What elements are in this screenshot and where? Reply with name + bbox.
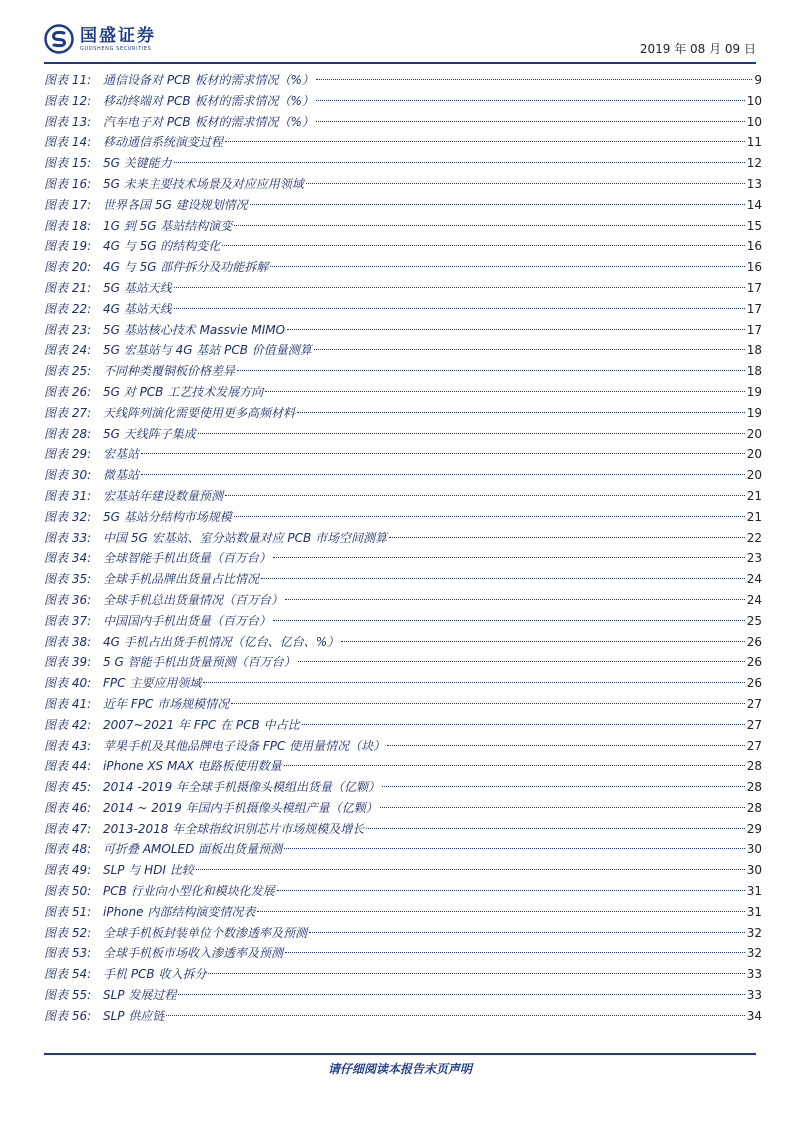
toc-leader-dots bbox=[387, 744, 745, 746]
toc-entry-page: 26 bbox=[746, 676, 762, 691]
toc-entry-page: 11 bbox=[746, 135, 762, 150]
toc-entry-label: 图表 30: bbox=[44, 468, 92, 483]
toc-entry-label: 图表 14: bbox=[44, 135, 92, 150]
toc-entry[interactable] bbox=[44, 361, 762, 382]
toc-entry-label: 图表 38: bbox=[44, 634, 92, 649]
toc-entry-label: 图表 18: bbox=[44, 218, 92, 233]
toc-entry[interactable] bbox=[44, 611, 762, 632]
toc-entry-label: 图表 52: bbox=[44, 925, 92, 940]
toc-entry[interactable] bbox=[44, 153, 762, 174]
footer-divider bbox=[44, 1053, 756, 1055]
toc-entry-title: 宏基站年建设数量预测 bbox=[103, 488, 224, 503]
toc-entry-page: 12 bbox=[746, 156, 762, 171]
toc-entry-page: 30 bbox=[746, 842, 762, 857]
toc-entry-title: 全球智能手机出货量（百万台） bbox=[103, 551, 272, 566]
toc-leader-dots bbox=[141, 473, 745, 475]
toc-entry-label: 图表 40: bbox=[44, 676, 92, 691]
toc-entry[interactable] bbox=[44, 257, 762, 278]
toc-entry[interactable] bbox=[44, 694, 762, 715]
toc-leader-dots bbox=[389, 536, 745, 538]
toc-entry-title: SLP 与 HDI 比较 bbox=[103, 863, 194, 878]
toc-entry-page: 31 bbox=[746, 884, 762, 899]
toc-entry[interactable] bbox=[44, 1006, 762, 1027]
toc-entry-label: 图表 50: bbox=[44, 884, 92, 899]
toc-leader-dots bbox=[285, 598, 745, 600]
toc-entry-title: PCB 行业向小型化和模块化发展 bbox=[103, 884, 275, 899]
toc-entry-title: 5 G 智能手机出货量预测（百万台） bbox=[103, 655, 296, 670]
toc-entry[interactable] bbox=[44, 715, 762, 736]
toc-entry-page: 27 bbox=[746, 717, 762, 732]
toc-entry[interactable] bbox=[44, 507, 762, 528]
toc-entry[interactable] bbox=[44, 902, 762, 923]
toc-entry-label: 图表 37: bbox=[44, 613, 92, 628]
toc-entry-label: 图表 33: bbox=[44, 530, 92, 545]
toc-entry-page: 26 bbox=[746, 655, 762, 670]
toc-entry-label: 图表 17: bbox=[44, 197, 92, 212]
toc-leader-dots bbox=[298, 660, 745, 662]
toc-leader-dots bbox=[309, 931, 745, 933]
toc-leader-dots bbox=[287, 328, 745, 330]
toc-entry[interactable] bbox=[44, 70, 762, 91]
toc-entry-label: 图表 15: bbox=[44, 156, 92, 171]
footer-disclaimer: 请仔细阅读本报告末页声明 bbox=[327, 1062, 472, 1076]
toc-entry-title: SLP 供应链 bbox=[103, 1008, 165, 1023]
toc-entry-title: 手机 PCB 收入拆分 bbox=[103, 967, 207, 982]
toc-entry-page: 19 bbox=[746, 384, 762, 399]
toc-entry-title: 5G 关键能力 bbox=[103, 156, 172, 171]
toc-entry-title: 不同种类覆铜板价格差异 bbox=[103, 364, 236, 379]
toc-entry-page: 10 bbox=[746, 93, 762, 108]
toc-leader-dots bbox=[231, 702, 745, 704]
toc-entry-label: 图表 39: bbox=[44, 655, 92, 670]
toc-entry-page: 28 bbox=[746, 800, 762, 815]
toc-entry-label: 图表 29: bbox=[44, 447, 92, 462]
toc-entry-title: 移动通信系统演变过程 bbox=[103, 135, 224, 150]
toc-leader-dots bbox=[174, 161, 745, 163]
toc-entry[interactable] bbox=[44, 652, 762, 673]
toc-entry-title: 近年 FPC 市场规模情况 bbox=[103, 696, 230, 711]
toc-entry[interactable] bbox=[44, 798, 762, 819]
toc-leader-dots bbox=[285, 951, 745, 953]
toc-entry-label: 图表 41: bbox=[44, 696, 92, 711]
toc-entry[interactable] bbox=[44, 403, 762, 424]
toc-entry-label: 图表 55: bbox=[44, 988, 92, 1003]
toc-entry-label: 图表 23: bbox=[44, 322, 92, 337]
toc-entry-page: 15 bbox=[746, 218, 762, 233]
toc-entry-page: 24 bbox=[746, 572, 762, 587]
toc-entry-title: 世界各国 5G 建设规划情况 bbox=[103, 197, 248, 212]
toc-entry-title: 中国国内手机出货量（百万台） bbox=[103, 613, 272, 628]
toc-leader-dots bbox=[225, 140, 745, 142]
toc-entry[interactable] bbox=[44, 112, 762, 133]
toc-entry-label: 图表 56: bbox=[44, 1008, 92, 1023]
toc-entry[interactable] bbox=[44, 736, 762, 757]
toc-entry[interactable] bbox=[44, 340, 762, 361]
toc-entry-label: 图表 49: bbox=[44, 863, 92, 878]
toc-entry[interactable] bbox=[44, 777, 762, 798]
toc-entry-title: 微基站 bbox=[103, 468, 140, 483]
toc-leader-dots bbox=[257, 910, 744, 912]
toc-entry-label: 图表 27: bbox=[44, 405, 92, 420]
toc-leader-dots bbox=[166, 1014, 744, 1016]
toc-entry-label: 图表 16: bbox=[44, 176, 92, 191]
toc-entry-page: 34 bbox=[746, 1008, 762, 1023]
figure-list bbox=[44, 70, 762, 1027]
toc-entry[interactable] bbox=[44, 424, 762, 445]
toc-leader-dots bbox=[225, 494, 745, 496]
guosheng-logo-icon bbox=[44, 24, 74, 54]
toc-entry-title: 4G 基站天线 bbox=[103, 301, 172, 316]
toc-leader-dots bbox=[178, 993, 744, 995]
toc-entry[interactable] bbox=[44, 923, 762, 944]
toc-entry-title: 全球手机板封装单位个数渗透率及预测 bbox=[103, 925, 308, 940]
toc-leader-dots bbox=[297, 411, 745, 413]
toc-entry-title: 苹果手机及其他品牌电子设备 FPC 使用量情况（块） bbox=[103, 738, 386, 753]
toc-leader-dots bbox=[208, 972, 744, 974]
toc-entry-label: 图表 32: bbox=[44, 509, 92, 524]
toc-entry-page: 17 bbox=[746, 301, 762, 316]
toc-entry[interactable] bbox=[44, 819, 762, 840]
toc-entry-page: 20 bbox=[746, 447, 762, 462]
toc-entry-title: 2013-2018 年全球指纹识别芯片市场规模及增长 bbox=[103, 821, 365, 836]
toc-entry-page: 29 bbox=[746, 821, 762, 836]
toc-entry[interactable] bbox=[44, 881, 762, 902]
toc-entry-title: 4G 与 5G 的结构变化 bbox=[103, 239, 221, 254]
toc-leader-dots bbox=[234, 515, 745, 517]
toc-entry-title: 2014 ~ 2019 年国内手机摄像头模组产量（亿颗） bbox=[103, 800, 378, 815]
toc-entry-page: 9 bbox=[754, 73, 762, 87]
toc-entry-page: 13 bbox=[746, 176, 762, 191]
toc-leader-dots bbox=[316, 78, 752, 80]
toc-entry-title: 全球手机板市场收入渗透率及预测 bbox=[103, 946, 284, 961]
toc-entry-label: 图表 44: bbox=[44, 759, 92, 774]
toc-entry-label: 图表 47: bbox=[44, 821, 92, 836]
toc-entry-label: 图表 11: bbox=[44, 73, 92, 87]
toc-leader-dots bbox=[316, 120, 745, 122]
toc-entry-label: 图表 36: bbox=[44, 592, 92, 607]
toc-entry-page: 33 bbox=[746, 988, 762, 1003]
toc-entry-title: FPC 主要应用领域 bbox=[103, 676, 202, 691]
toc-leader-dots bbox=[198, 432, 745, 434]
toc-entry-page: 18 bbox=[746, 343, 762, 358]
toc-leader-dots bbox=[234, 224, 744, 226]
toc-entry-page: 19 bbox=[746, 405, 762, 420]
toc-entry[interactable] bbox=[44, 132, 762, 153]
toc-entry-title: 汽车电子对 PCB 板材的需求情况（%） bbox=[103, 114, 314, 129]
toc-entry-title: 5G 天线阵子集成 bbox=[103, 426, 196, 441]
toc-entry[interactable] bbox=[44, 943, 762, 964]
toc-leader-dots bbox=[277, 889, 745, 891]
toc-entry-page: 28 bbox=[746, 780, 762, 795]
toc-entry[interactable] bbox=[44, 964, 762, 985]
toc-leader-dots bbox=[174, 286, 745, 288]
toc-entry[interactable] bbox=[44, 756, 762, 777]
toc-entry-label: 图表 46: bbox=[44, 800, 92, 815]
toc-entry-title: 5G 基站分结构市场规模 bbox=[103, 509, 232, 524]
toc-entry-title: 可折叠 AMOLED 面板出货量预测 bbox=[103, 842, 283, 857]
toc-entry[interactable] bbox=[44, 860, 762, 881]
toc-entry-page: 18 bbox=[746, 364, 762, 379]
toc-entry-title: SLP 发展过程 bbox=[103, 988, 177, 1003]
toc-entry-title: 1G 到 5G 基站结构演变 bbox=[103, 218, 233, 233]
toc-entry-title: 宏基站 bbox=[103, 447, 140, 462]
toc-entry[interactable] bbox=[44, 528, 762, 549]
toc-entry-page: 24 bbox=[746, 592, 762, 607]
toc-entry-page: 16 bbox=[746, 260, 762, 275]
toc-entry-page: 21 bbox=[746, 509, 762, 524]
toc-entry[interactable] bbox=[44, 299, 762, 320]
toc-entry-title: iPhone XS MAX 电路板使用数量 bbox=[103, 759, 282, 774]
toc-entry-page: 20 bbox=[746, 468, 762, 483]
toc-entry-page: 10 bbox=[746, 114, 762, 129]
toc-entry-page: 25 bbox=[746, 613, 762, 628]
toc-entry[interactable] bbox=[44, 985, 762, 1006]
toc-entry[interactable] bbox=[44, 569, 762, 590]
toc-entry-title: 2007~2021 年 FPC 在 PCB 中占比 bbox=[103, 717, 300, 732]
toc-entry-label: 图表 31: bbox=[44, 488, 92, 503]
toc-entry-title: 5G 宏基站与 4G 基站 PCB 价值量测算 bbox=[103, 343, 312, 358]
toc-leader-dots bbox=[273, 556, 745, 558]
toc-entry-label: 图表 54: bbox=[44, 967, 92, 982]
toc-entry-label: 图表 20: bbox=[44, 260, 92, 275]
toc-entry-title: 全球手机总出货量情况（百万台） bbox=[103, 592, 284, 607]
toc-entry-page: 31 bbox=[746, 904, 762, 919]
toc-leader-dots bbox=[306, 182, 745, 184]
toc-leader-dots bbox=[141, 452, 745, 454]
toc-entry-page: 23 bbox=[746, 551, 762, 566]
toc-entry-title: 4G 与 5G 部件拆分及功能拆解 bbox=[103, 260, 269, 275]
toc-entry-title: 5G 对 PCB 工艺技术发展方向 bbox=[103, 384, 264, 399]
toc-entry-label: 图表 51: bbox=[44, 904, 92, 919]
report-date: 2019 年 08 月 09 日 bbox=[639, 42, 756, 56]
toc-entry-label: 图表 35: bbox=[44, 572, 92, 587]
toc-entry[interactable] bbox=[44, 320, 762, 341]
toc-leader-dots bbox=[380, 806, 745, 808]
toc-entry-page: 14 bbox=[746, 197, 762, 212]
toc-entry[interactable] bbox=[44, 216, 762, 237]
toc-entry-label: 图表 43: bbox=[44, 738, 92, 753]
toc-entry-page: 27 bbox=[746, 696, 762, 711]
toc-entry-label: 图表 53: bbox=[44, 946, 92, 961]
toc-entry[interactable] bbox=[44, 444, 762, 465]
toc-entry-label: 图表 42: bbox=[44, 717, 92, 732]
toc-leader-dots bbox=[174, 307, 745, 309]
toc-leader-dots bbox=[284, 847, 745, 849]
toc-entry-title: 移动终端对 PCB 板材的需求情况（%） bbox=[103, 93, 314, 108]
toc-entry-title: 天线阵列演化需要使用更多高频材料 bbox=[103, 405, 296, 420]
toc-entry-page: 21 bbox=[746, 488, 762, 503]
header-divider bbox=[44, 62, 756, 64]
toc-leader-dots bbox=[261, 577, 745, 579]
toc-entry[interactable] bbox=[44, 465, 762, 486]
toc-leader-dots bbox=[341, 640, 745, 642]
toc-leader-dots bbox=[302, 723, 745, 725]
toc-entry-page: 20 bbox=[746, 426, 762, 441]
toc-entry-page: 32 bbox=[746, 925, 762, 940]
toc-entry[interactable] bbox=[44, 839, 762, 860]
company-logo bbox=[44, 24, 156, 54]
toc-leader-dots bbox=[203, 681, 744, 683]
toc-entry-label: 图表 24: bbox=[44, 343, 92, 358]
toc-leader-dots bbox=[265, 390, 744, 392]
toc-entry-label: 图表 22: bbox=[44, 301, 92, 316]
toc-entry-label: 图表 25: bbox=[44, 364, 92, 379]
toc-entry-title: 通信设备对 PCB 板材的需求情况（%） bbox=[103, 73, 314, 87]
toc-entry-label: 图表 13: bbox=[44, 114, 92, 129]
toc-entry-title: 中国 5G 宏基站、室分站数量对应 PCB 市场空间测算 bbox=[103, 530, 388, 545]
toc-entry[interactable] bbox=[44, 278, 762, 299]
toc-entry-page: 33 bbox=[746, 967, 762, 982]
toc-leader-dots bbox=[284, 764, 745, 766]
toc-entry[interactable] bbox=[44, 382, 762, 403]
toc-entry-title: 全球手机品牌出货量占比情况 bbox=[103, 572, 260, 587]
toc-entry[interactable] bbox=[44, 174, 762, 195]
toc-entry-label: 图表 45: bbox=[44, 780, 92, 795]
toc-entry[interactable] bbox=[44, 590, 762, 611]
logo-chinese-name: 国盛证券 bbox=[80, 25, 156, 46]
toc-leader-dots bbox=[270, 265, 744, 267]
toc-entry-page: 22 bbox=[746, 530, 762, 545]
toc-leader-dots bbox=[382, 785, 745, 787]
page-header bbox=[44, 24, 756, 60]
toc-entry[interactable] bbox=[44, 91, 762, 112]
toc-leader-dots bbox=[273, 619, 745, 621]
toc-entry[interactable] bbox=[44, 632, 762, 653]
toc-leader-dots bbox=[250, 203, 745, 205]
toc-entry-page: 32 bbox=[746, 946, 762, 961]
toc-entry-title: 2014 -2019 年全球手机摄像头模组出货量（亿颗） bbox=[103, 780, 381, 795]
toc-entry-page: 28 bbox=[746, 759, 762, 774]
toc-entry[interactable] bbox=[44, 236, 762, 257]
toc-entry-page: 17 bbox=[746, 280, 762, 295]
toc-entry[interactable] bbox=[44, 548, 762, 569]
toc-entry-page: 17 bbox=[746, 322, 762, 337]
logo-english-name: GUOSHENG SECURITIES bbox=[80, 45, 152, 52]
toc-entry-title: 5G 基站天线 bbox=[103, 280, 172, 295]
toc-entry-page: 30 bbox=[746, 863, 762, 878]
toc-leader-dots bbox=[196, 868, 745, 870]
toc-entry-page: 27 bbox=[746, 738, 762, 753]
toc-leader-dots bbox=[222, 244, 744, 246]
toc-entry-title: iPhone 内部结构演变情况表 bbox=[103, 904, 256, 919]
toc-entry-label: 图表 34: bbox=[44, 551, 92, 566]
toc-entry-label: 图表 19: bbox=[44, 239, 92, 254]
toc-entry-label: 图表 12: bbox=[44, 93, 92, 108]
toc-leader-dots bbox=[366, 827, 744, 829]
toc-entry-label: 图表 26: bbox=[44, 384, 92, 399]
toc-entry-label: 图表 48: bbox=[44, 842, 92, 857]
toc-entry-page: 26 bbox=[746, 634, 762, 649]
toc-entry-title: 4G 手机占出货手机情况（亿台、亿台、%） bbox=[103, 634, 340, 649]
toc-leader-dots bbox=[316, 99, 745, 101]
toc-entry-label: 图表 21: bbox=[44, 280, 92, 295]
toc-entry-label: 图表 28: bbox=[44, 426, 92, 441]
toc-leader-dots bbox=[314, 348, 745, 350]
toc-entry[interactable] bbox=[44, 195, 762, 216]
toc-entry[interactable] bbox=[44, 673, 762, 694]
toc-entry-title: 5G 未来主要技术场景及对应应用领域 bbox=[103, 176, 304, 191]
toc-entry-title: 5G 基站核心技术 Massvie MIMO bbox=[103, 322, 286, 337]
toc-leader-dots bbox=[237, 369, 745, 371]
toc-entry[interactable] bbox=[44, 486, 762, 507]
toc-entry-page: 16 bbox=[746, 239, 762, 254]
